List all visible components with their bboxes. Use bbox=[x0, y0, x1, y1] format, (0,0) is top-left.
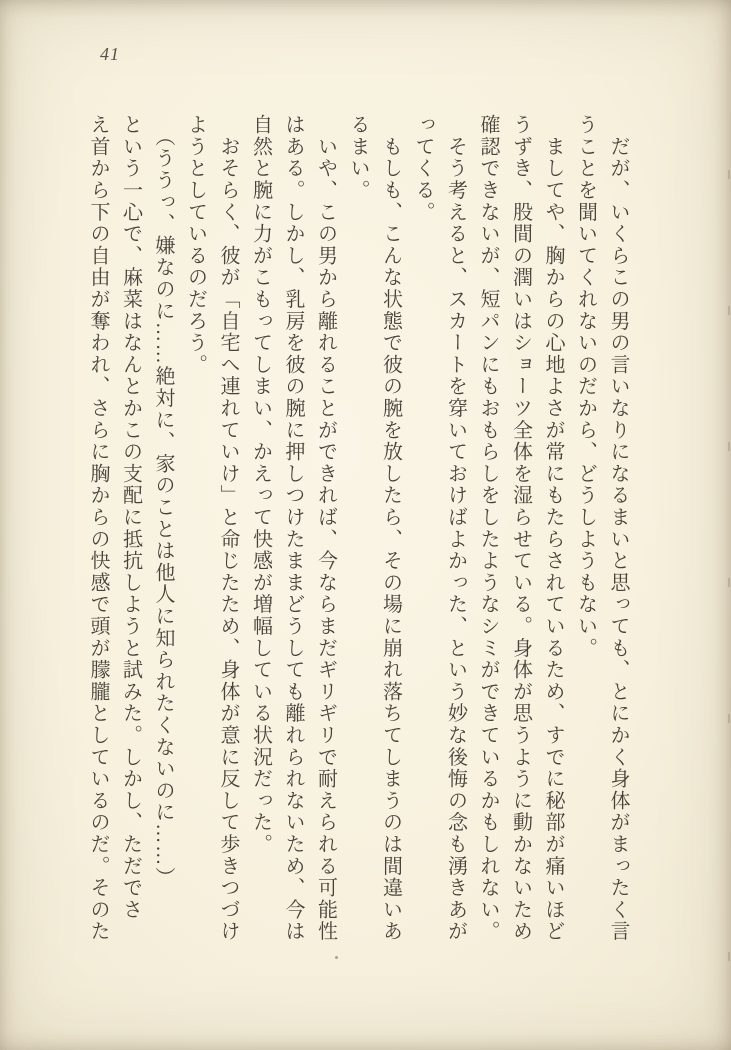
text-column: 自然と腕に力がこもってしまい、かえって快感が増幅している状況だった。 bbox=[249, 114, 272, 856]
text-column: うことを聞いてくれないのだから、どうしようもない。 bbox=[574, 114, 597, 659]
text-column: ってくる。 bbox=[412, 114, 434, 223]
scan-edge-artifact bbox=[728, 952, 730, 961]
text-column: ましてや、胸からの心地よさが常にもたらされているため、すでに秘部が痛いほど bbox=[542, 114, 564, 943]
text-column: はある。しかし、乳房を彼の腕に押しつけたままどうしても離れられないため、今は bbox=[282, 114, 304, 943]
text-column: るまい。 bbox=[347, 114, 369, 202]
text-column: そう考えると、スカートを穿いておけばよかった、という妙な後悔の念も湧きあが bbox=[444, 114, 467, 943]
text-column: 確認できないが、短パンにもおもらしをしたようなシミができているかもしれない。 bbox=[477, 114, 499, 943]
text-column: という一心で、麻菜はなんとかこの支配に抵抗しようと試みた。しかし、ただでさ bbox=[119, 114, 142, 921]
text-column: おそらく、彼が「自宅へ連れていけ」と命じたため、身体が意に反して歩きつづけ bbox=[217, 114, 239, 943]
scan-edge-artifact bbox=[728, 306, 730, 315]
scan-edge-artifact bbox=[728, 170, 730, 179]
text-column: うずき、股間の潤いはショーツ全体を湿らせている。身体が思うように動かないため bbox=[509, 114, 532, 943]
text-column: もしも、こんな状態で彼の腕を放したら、その場に崩れ落ちてしまうのは間違いあ bbox=[379, 114, 402, 943]
text-column: （ううっ、嫌なのに……絶対に、家のことは他人に知られたくないのに……） bbox=[152, 114, 174, 889]
text-column: え首から下の自由が奪われ、さらに胸からの快感で頭が朦朧としているのだ。そのた bbox=[87, 114, 109, 943]
page-number: 41 bbox=[100, 44, 120, 64]
scan-speck bbox=[335, 956, 338, 959]
vertical-text-block bbox=[82, 114, 635, 948]
text-column: ようとしているのだろう。 bbox=[184, 114, 207, 376]
scan-edge-artifact bbox=[728, 442, 730, 451]
text-column: だが、いくらこの男の言いなりになるまいと思っても、とにかく身体がまったく言 bbox=[607, 114, 629, 943]
text-column: いや、この男から離れることができれば、今ならまだギリギリで耐えられる可能性 bbox=[314, 114, 337, 943]
scan-edge-artifact bbox=[728, 714, 730, 723]
scan-edge-artifact bbox=[728, 578, 730, 587]
